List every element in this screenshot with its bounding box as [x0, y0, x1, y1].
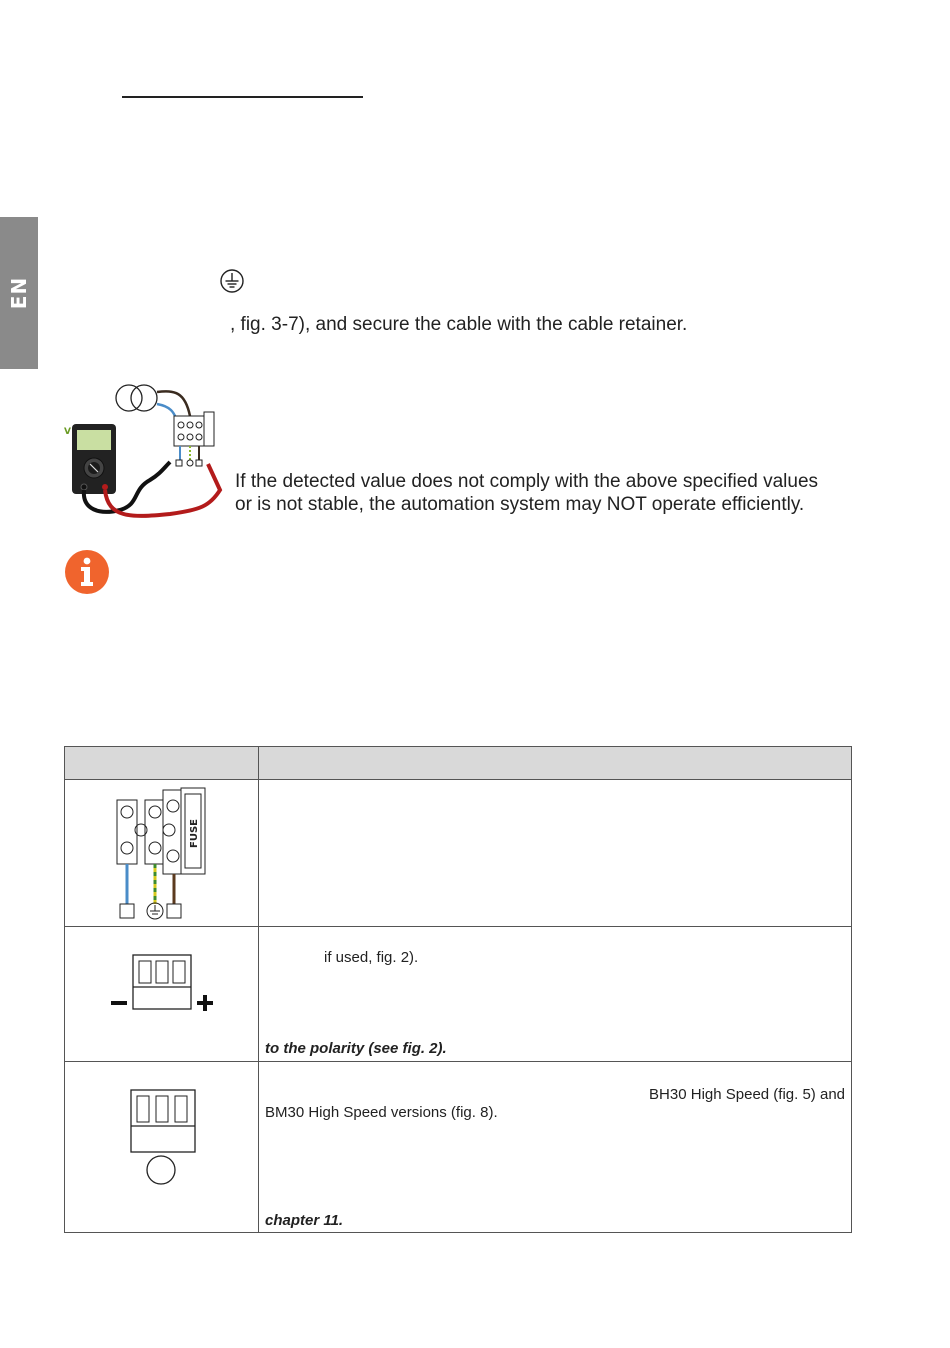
table-cell-text: [259, 780, 852, 927]
fuse-terminal-diagram: [65, 780, 258, 926]
language-label: EN: [7, 276, 31, 310]
table-row: [65, 927, 852, 1062]
meter-v-label: V: [64, 427, 71, 437]
table-header-cell: [259, 747, 852, 780]
warning-text: [235, 470, 865, 516]
cell-text-2: to the polarity (see fig. 2).: [265, 1040, 447, 1057]
line-cable-instruction: , fig. 3-7), and secure the cable with the cable retainer.: [230, 314, 688, 335]
warning-line-1: If the detected value does not comply with the above specified values: [235, 471, 819, 492]
multimeter-figure: [60, 380, 230, 530]
cell-text-1: if used, fig. 2).: [324, 949, 419, 966]
table-cell-image: [65, 927, 259, 1062]
info-icon: [64, 549, 110, 600]
motor-connector-diagram: [65, 1062, 258, 1193]
cell-text-2: chapter 11.: [265, 1212, 344, 1229]
heading-underline: [122, 96, 363, 98]
warning-line-2: or is not stable, the automation system may NOT operate efficiently.: [235, 494, 805, 515]
table-row: [65, 1062, 852, 1233]
table-cell-image: [65, 780, 259, 927]
table-cell-text: [259, 927, 852, 1062]
table-cell-image: [65, 1062, 259, 1233]
table-header-cell: [65, 747, 259, 780]
table-header-row: [65, 747, 852, 780]
cell-text-1b: BM30 High Speed versions (fig. 8).: [265, 1104, 498, 1121]
language-tab: [0, 217, 38, 369]
wiring-table: [64, 746, 852, 1233]
cell-text-1a: BH30 High Speed (fig. 5) and: [649, 1086, 845, 1103]
fuse-label: FUSE: [189, 819, 200, 848]
dc-connector-diagram: [65, 927, 258, 1028]
table-row: [65, 780, 852, 927]
earth-ground-icon: [219, 268, 245, 299]
table-cell-text: [259, 1062, 852, 1233]
